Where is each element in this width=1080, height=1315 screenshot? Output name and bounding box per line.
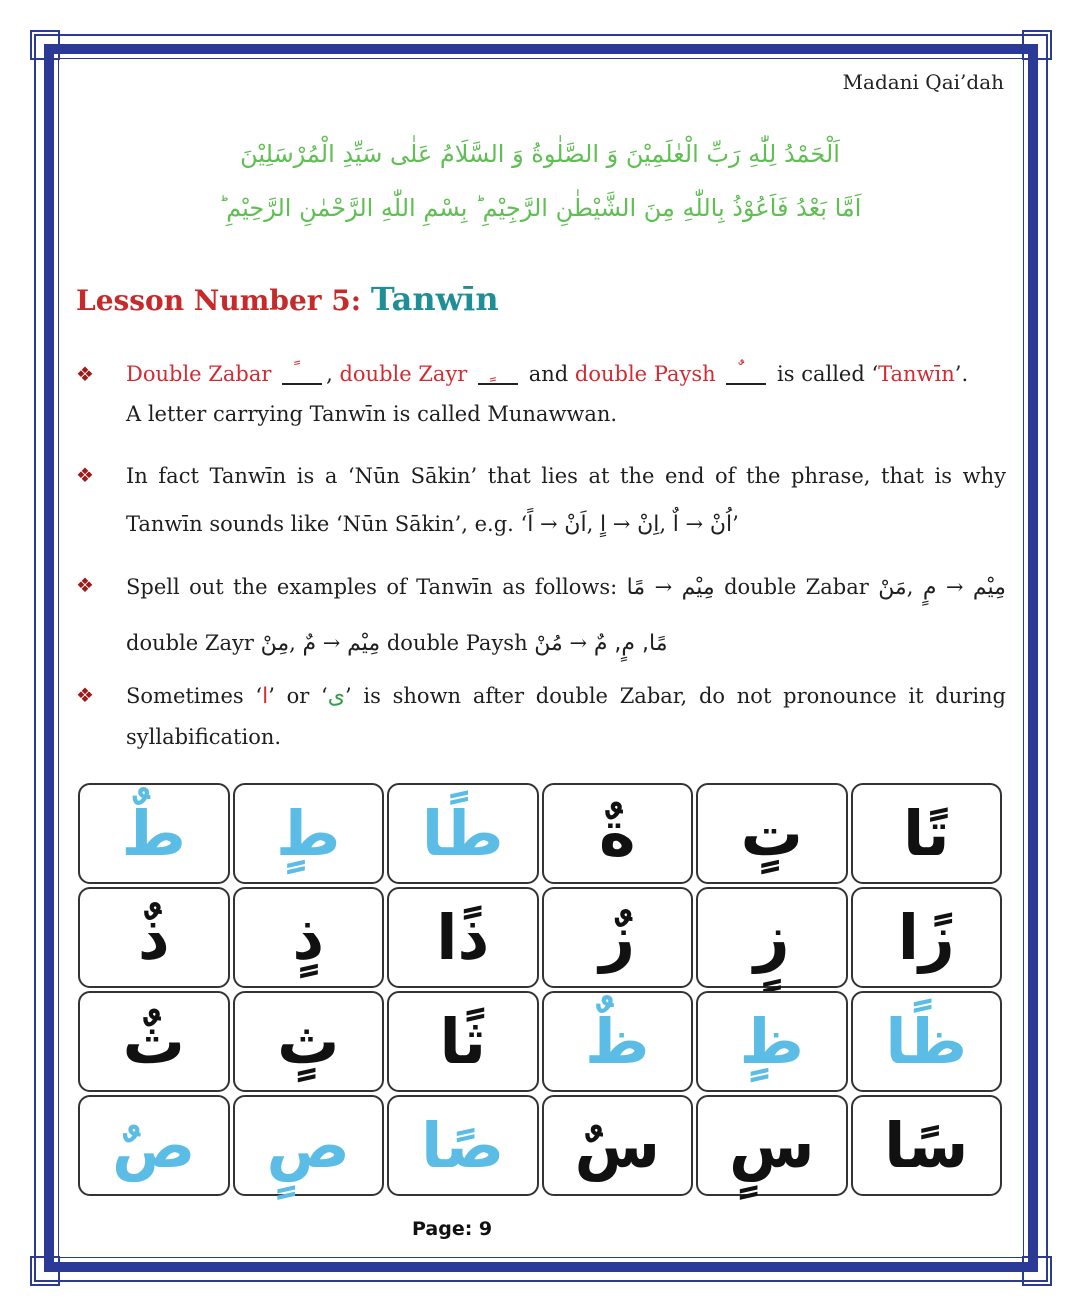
term-tanwin: Tanwīn <box>878 362 955 386</box>
frame-corner-bottom-left <box>30 1256 60 1286</box>
arabic-letter: سٍ <box>728 1108 815 1182</box>
letter-cell <box>233 1095 385 1196</box>
letter-cell <box>387 783 539 884</box>
bullet-icon: ❖ <box>76 463 94 487</box>
letter-cell <box>851 887 1003 988</box>
lesson-number-label: Lesson Number 5: <box>76 284 362 317</box>
arabic-letter: طٍ <box>276 796 341 870</box>
arabic-letter: ةٌ <box>598 796 636 870</box>
arabic-letter: ثًا <box>439 1004 487 1078</box>
frame-corner-top-left <box>30 30 60 60</box>
arabic-letter: ثٌ <box>122 1004 185 1078</box>
term-double-zabar: Double Zabar <box>126 362 272 386</box>
letter-cell <box>78 1095 230 1196</box>
letter-cell <box>696 783 848 884</box>
invocation-line-2: اَمَّا بَعْدُ فَاَعُوْذُ بِاللّٰهِ مِنَ الشَّیْطٰنِ الرَّجِیْمِ ؕ بِسْمِ اللّٰهِ الرَّحْمٰنِ الرَّحِیْمِ ؕ <box>218 194 862 222</box>
term-double-zayr: double Zayr <box>339 362 468 386</box>
letter-cell <box>696 887 848 988</box>
lesson-heading <box>76 280 499 318</box>
letter-cell <box>78 783 230 884</box>
letter-cell <box>387 991 539 1092</box>
bullet-nun-sakin: ❖ In fact Tanwīn is a ‘Nūn Sākin’ that lies at the end of the phrase, that is why Tanwīn sounds like ‘Nūn Sākin’, e.g. ‘اً → اَنْ, اٍ → اِنْ, اٌ → اُنْ’ <box>76 452 1006 551</box>
arabic-letter: زٍ <box>753 900 790 974</box>
nun-sakin-text: In fact Tanwīn is a ‘Nūn Sākin’ that lies at the end of the phrase, that is why Tanwīn sounds like ‘Nūn Sākin’, e.g. ‘ <box>126 464 1006 537</box>
alif-letter: ا <box>262 684 269 709</box>
arabic-letter: ظًا <box>885 1004 968 1078</box>
arabic-letter: طٌ <box>121 796 186 870</box>
arabic-letter: ظٌ <box>585 1004 650 1078</box>
arabic-letter: تٍ <box>740 796 803 870</box>
letter-cell <box>233 783 385 884</box>
bullet-icon: ❖ <box>76 362 94 386</box>
arabic-letter: تًا <box>902 796 950 870</box>
arabic-letter: ذًا <box>436 900 490 974</box>
frame-corner-bottom-right <box>1022 1256 1052 1286</box>
double-zayr-sign <box>478 359 518 385</box>
letter-cell <box>542 1095 694 1196</box>
arabic-letter: سٌ <box>574 1108 661 1182</box>
ya-letter: ی <box>327 684 345 709</box>
letter-cell <box>233 887 385 988</box>
letter-cell <box>851 991 1003 1092</box>
arabic-letter: ذٌ <box>137 900 170 974</box>
letter-cell <box>387 887 539 988</box>
lesson-topic: Tanwīn <box>370 280 499 318</box>
letter-cell <box>542 991 694 1092</box>
invocation-line-1: اَلْحَمْدُ لِلّٰهِ رَبِّ الْعٰلَمِیْنَ وَ الصَّلٰوةُ وَ السَّلَامُ عَلٰی سَیِّدِ الْمُرْسَلِیْنَ <box>240 140 840 168</box>
page-number: Page: 9 <box>412 1218 493 1240</box>
arabic-letter: ذٍ <box>292 900 325 974</box>
letter-cell <box>696 1095 848 1196</box>
letter-cell <box>542 887 694 988</box>
arabic-letter: زًا <box>897 900 955 974</box>
arabic-letter: صٌ <box>112 1108 196 1182</box>
bullet-icon: ❖ <box>76 573 94 597</box>
letter-cell <box>851 1095 1003 1196</box>
letter-cell <box>387 1095 539 1196</box>
double-paysh-sign <box>726 359 766 385</box>
letter-cell <box>78 887 230 988</box>
arabic-letter: ثٍ <box>277 1004 340 1078</box>
tanwin-letter-grid <box>78 783 1002 1196</box>
book-title: Madani Qai’dah <box>842 70 1004 94</box>
arabic-letter: زٌ <box>599 900 636 974</box>
bullet-tanwin-definition: ❖ Double Zabar , double Zayr and double Paysh is called ‘Tanwīn’. A letter carrying Tanwīn is called Munawwan. <box>76 355 1006 435</box>
frame-corner-top-right <box>1022 30 1052 60</box>
spelling-intro: Spell out the examples of Tanwīn as follows: <box>126 575 618 599</box>
bullet-alif-ya-note: ❖ Sometimes ‘ا’ or ‘ی’ is shown after double Zabar, do not pronounce it during syllabification. <box>76 676 1006 758</box>
letter-cell <box>78 991 230 1092</box>
bullet-spelling-examples: ❖ Spell out the examples of Tanwīn as follows: مًا → مِیْم double Zabar مَنْ, مٍ → مِیْم double Zayr مِنْ, مٌ → مِیْم double Paysh مُنْ → مًا, مٍ, مٌ <box>76 560 1006 672</box>
term-double-paysh: double Paysh <box>574 362 716 386</box>
arabic-letter: سًا <box>884 1108 969 1182</box>
munawwan-definition: A letter carrying Tanwīn is called Munawwan. <box>126 401 618 426</box>
double-zabar-sign <box>282 359 322 385</box>
letter-cell <box>851 783 1003 884</box>
arabic-letter: صٍ <box>266 1108 350 1182</box>
letter-cell <box>542 783 694 884</box>
arabic-letter: طًا <box>421 796 504 870</box>
letter-cell <box>233 991 385 1092</box>
bullet-icon: ❖ <box>76 683 94 707</box>
arabic-letter: ظٍ <box>739 1004 804 1078</box>
arabic-letter: صًا <box>421 1108 505 1182</box>
letter-cell <box>696 991 848 1092</box>
